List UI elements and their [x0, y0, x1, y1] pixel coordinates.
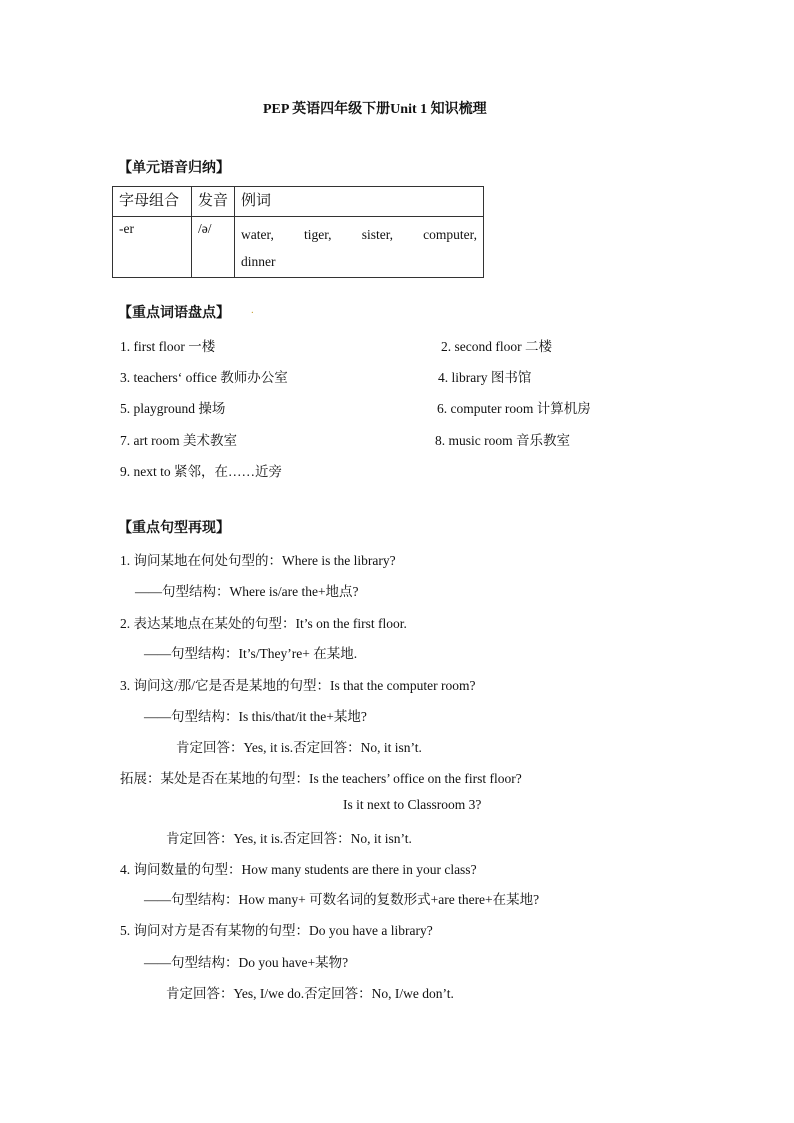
example-words — [235, 217, 484, 278]
sentence-line: 1. 询问某地在何处句型的：Where is the library? — [120, 553, 396, 568]
sentence-line: ——句型结构：It’s/They’re+ 在某地. — [144, 646, 358, 661]
sentence-line: Is it next to Classroom 3? — [343, 797, 482, 812]
vocab-item: 7. art room 美术教室 — [120, 433, 237, 448]
header-letter-combo: 字母组合 — [113, 187, 192, 217]
sentence-line: ——句型结构：Do you have+某物? — [144, 955, 349, 970]
example-word: computer, — [423, 227, 477, 242]
sentence-line: ——句型结构：Is this/that/it the+某地? — [144, 709, 367, 724]
vocab-item: 8. music room 音乐教室 — [435, 433, 570, 448]
sentence-line: ——句型结构：How many+ 可数名词的复数形式+are there+在某地? — [144, 892, 540, 907]
header-examples: 例词 — [235, 187, 484, 217]
vocab-item: 4. library 图书馆 — [438, 370, 532, 385]
sentence-line: 拓展：某处是否在某地的句型：Is the teachers’ office on the first floor? — [120, 771, 522, 786]
header-sound: 发音 — [192, 187, 235, 217]
phonics-header-row — [113, 187, 484, 217]
sentence-line: 3. 询问这/那/它是否是某地的句型：Is that the computer room? — [120, 678, 476, 693]
vocab-item: 6. computer room 计算机房 — [437, 401, 591, 416]
vocab-item: 1. first floor 一楼 — [120, 339, 216, 354]
sentence-line: 5. 询问对方是否有某物的句型：Do you have a library? — [120, 923, 433, 938]
phonics-table — [112, 186, 484, 278]
sentence-line: 2. 表达某地点在某处的句型：It’s on the first floor. — [120, 616, 407, 631]
vocab-item: 3. teachers‘ office 教师办公室 — [120, 370, 288, 385]
sentence-line: 肯定回答：Yes, it is.否定回答：No, it isn’t. — [176, 740, 422, 755]
sentence-line: 4. 询问数量的句型：How many students are there in your class? — [120, 862, 477, 877]
vocab-item: 5. playground 操场 — [120, 401, 226, 416]
phonics-row — [113, 217, 484, 278]
sentence-line: 肯定回答：Yes, I/we do.否定回答：No, I/we don’t. — [166, 986, 454, 1001]
vocab-item: 2. second floor 二楼 — [441, 339, 552, 354]
sentence-line: ——句型结构：Where is/are the+地点? — [135, 584, 359, 599]
phonics-heading: 【单元语音归纳】 — [118, 161, 230, 176]
sound: /ə/ — [192, 217, 235, 278]
edit-mark: . — [251, 304, 254, 316]
page-title: PEP 英语四年级下册Unit 1 知识梳理 — [263, 102, 487, 117]
example-word: sister, — [361, 227, 394, 242]
example-word: dinner — [241, 254, 276, 269]
sentences-heading: 【重点句型再现】 — [118, 521, 230, 536]
letter-combo: -er — [113, 217, 192, 278]
example-word: tiger, — [303, 227, 332, 242]
sentence-line: 肯定回答：Yes, it is.否定回答：No, it isn’t. — [166, 831, 412, 846]
example-word: water, — [241, 227, 274, 242]
vocab-item: 9. next to 紧邻，在……近旁 — [120, 464, 282, 479]
vocab-heading: 【重点词语盘点】 — [118, 306, 230, 321]
